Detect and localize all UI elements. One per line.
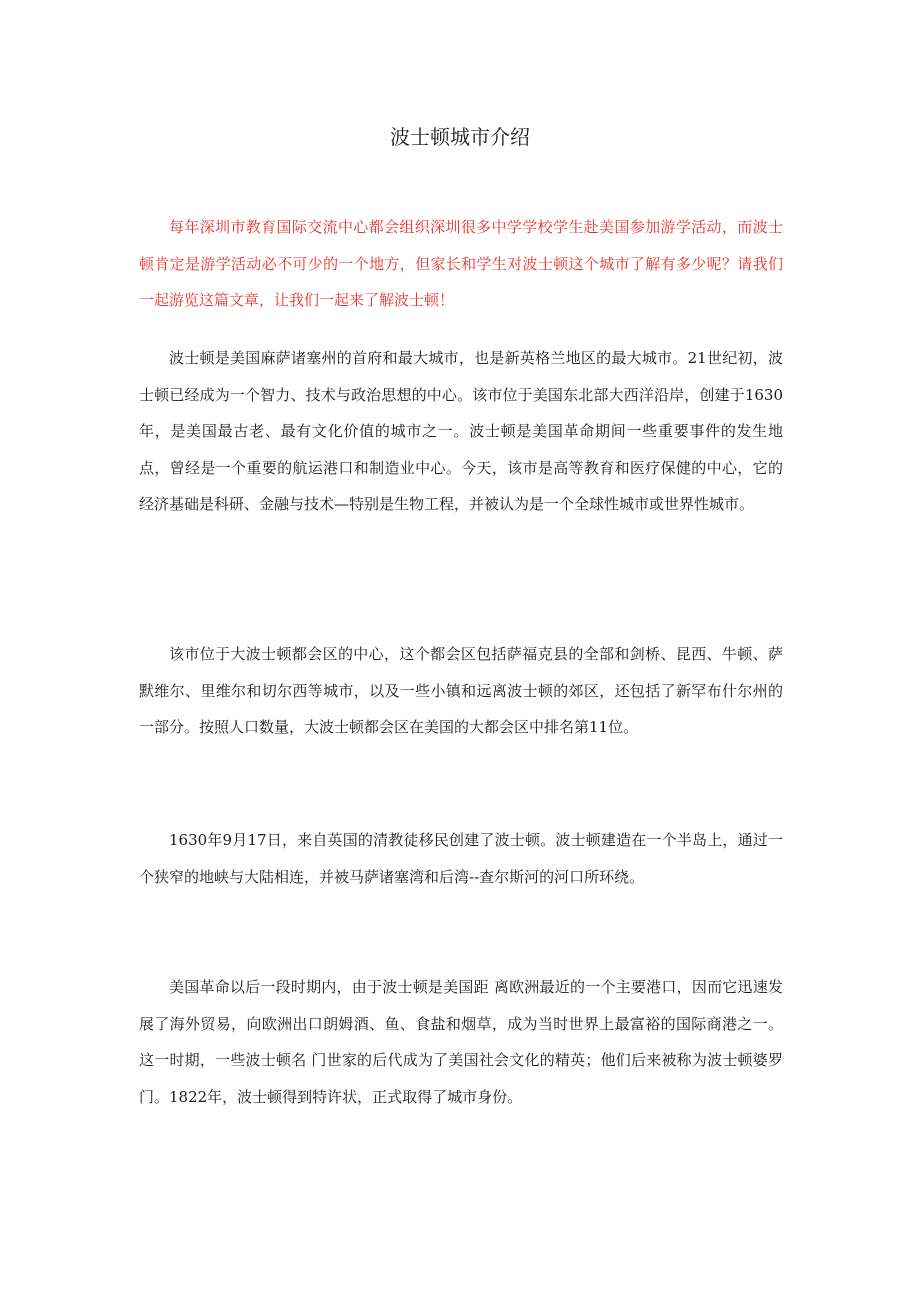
document-title: 波士顿城市介绍 bbox=[390, 125, 530, 149]
body-paragraph-2: 该市位于大波士顿都会区的中心，这个都会区包括萨福克县的全部和剑桥、昆西、牛顿、萨默维尔、里维尔和切尔西等城市，以及一些小镇和远离波士顿的郊区，还包括了新罕布什尔州的一部分。按照人口数量，大波士顿都会区在美国的大都会区中排名第11位。 bbox=[139, 645, 783, 736]
body-paragraph-4: 美国革命以后一段时期内，由于波士顿是美国距 离欧洲最近的一个主要港口，因而它迅速发展了海外贸易，向欧洲出口朗姆酒、鱼、食盐和烟草，成为当时世界上最富裕的国际商港之一。这一时期，一些波士顿名 门世家的后代成为了美国社会文化的精英；他们后来被称为波士顿婆罗门。1822年，波士顿得到特许状，正式取得了城市身份。 bbox=[139, 978, 783, 1106]
intro-paragraph: 每年深圳市教育国际交流中心都会组织深圳很多中学学校学生赴美国参加游学活动，而波士顿肯定是游学活动必不可少的一个地方，但家长和学生对波士顿这个城市了解有多少呢？请我们一起游览这篇文章，让我们一起来了解波士顿！ bbox=[139, 218, 783, 309]
body-paragraph-1: 波士顿是美国麻萨诸塞州的首府和最大城市，也是新英格兰地区的最大城市。21世纪初，波士顿已经成为一个智力、技术与政治思想的中心。该市位于美国东北部大西洋沿岸，创建于1630年，是美国最古老、最有文化价值的城市之一。波士顿是美国革命期间一些重要事件的发生地点，曾经是一个重要的航运港口和制造业中心。今天，该市是高等教育和医疗保健的中心，它的经济基础是科研、金融与技术—特别是生物工程，并被认为是一个全球性城市或世界性城市。 bbox=[139, 349, 783, 513]
body-paragraph-3: 1630年9月17日，来自英国的清教徒移民创建了波士顿。波士顿建造在一个半岛上，通过一个狭窄的地峡与大陆相连，并被马萨诸塞湾和后湾--查尔斯河的河口所环绕。 bbox=[139, 831, 783, 886]
